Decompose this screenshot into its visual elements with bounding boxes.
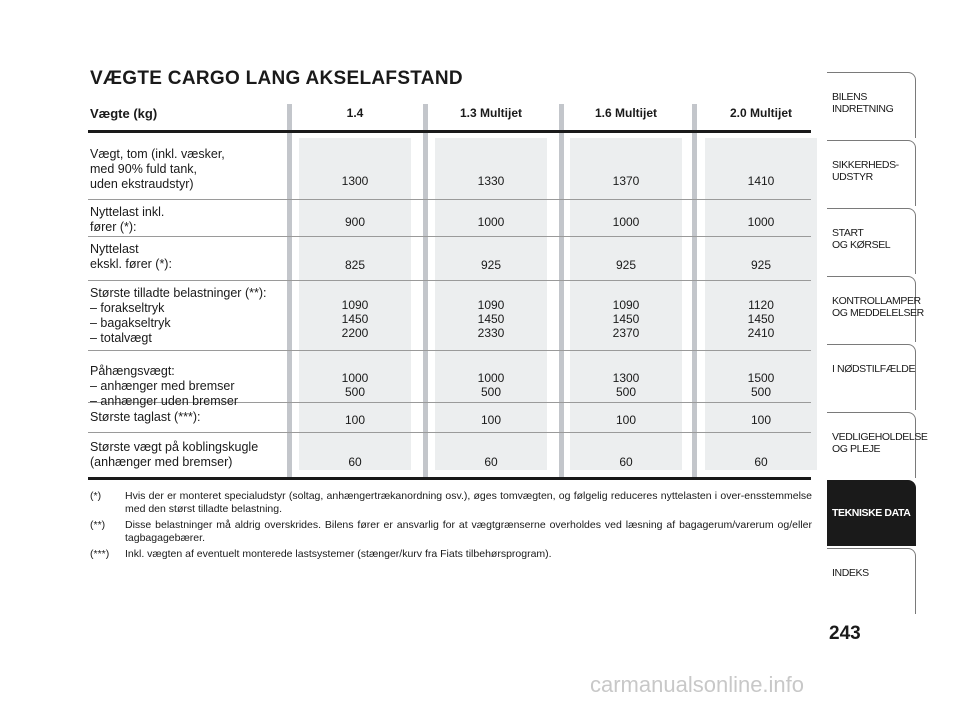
footnote	[90, 548, 812, 561]
column-separator	[287, 104, 292, 480]
column-separator	[559, 104, 564, 480]
column-header: 2.0 Multijet	[729, 106, 792, 120]
chapter-tab[interactable]: VEDLIGEHOLDELSE OG PLEJE	[827, 412, 916, 478]
table-cell: 1330	[477, 174, 505, 188]
column-header: 1.4	[346, 106, 364, 120]
footnote-text: Inkl. vægten af eventuelt monterede lastsystemer (stænger/kurv fra Fiats tilbehørsprogram).	[125, 548, 552, 560]
table-cell: 1000	[612, 215, 640, 229]
footnote-mark: (**)	[90, 519, 106, 531]
watermark: carmanualsonline.info	[590, 672, 805, 697]
row-divider	[88, 280, 811, 281]
table-cell: 60	[348, 455, 362, 469]
column-separator	[692, 104, 697, 480]
chapter-tab[interactable]: KONTROLLAMPER OG MEDDELELSER	[827, 276, 916, 342]
table-cell: 60	[484, 455, 498, 469]
column-header: 1.6 Multijet	[594, 106, 657, 120]
table-cell: 1370	[612, 174, 640, 188]
table-cell: 1500 500	[747, 371, 775, 399]
row-divider	[88, 432, 811, 433]
table-label-header: Vægte (kg)	[90, 106, 158, 121]
page-number: 243	[829, 623, 861, 644]
table-cell: 1000 500	[341, 371, 369, 399]
table-cell: 1120 1450 2410	[747, 298, 775, 340]
table-cell: 925	[615, 258, 637, 272]
footnote-mark: (***)	[90, 548, 110, 560]
table-cell: 1000	[477, 215, 505, 229]
row-divider	[88, 236, 811, 237]
table-cell: 1090 1450 2370	[612, 298, 640, 340]
chapter-tab[interactable]: BILENS INDRETNING	[827, 72, 916, 138]
table-cell: 1000	[747, 215, 775, 229]
row-label: Påhængsvægt: – anhænger med bremser – anhænger uden bremser	[90, 364, 239, 408]
table-cell: 1410	[747, 174, 775, 188]
row-label: Nyttelast ekskl. fører (*):	[90, 242, 172, 271]
column-header: 1.3 Multijet	[459, 106, 522, 120]
table-rule	[88, 477, 811, 480]
footnote	[90, 490, 812, 516]
row-label: Nyttelast inkl. fører (*):	[90, 205, 165, 234]
footnote-text: Disse belastninger må aldrig overskrides. Bilens fører er ansvarlig for at vægtgrænserne overholdes ved læsning af bagagerum/varerum og/eller tagbagagebærer.	[125, 519, 812, 544]
table-cell: 1090 1450 2200	[341, 298, 369, 340]
row-label: Største taglast (***):	[90, 410, 201, 424]
table-cell: 100	[750, 413, 772, 427]
table-cell: 1000 500	[477, 371, 505, 399]
chapter-tab[interactable]: I NØDSTILFÆLDE	[827, 344, 916, 410]
table-cell: 100	[480, 413, 502, 427]
chapter-tab[interactable]: START OG KØRSEL	[827, 208, 916, 274]
table-cell: 60	[619, 455, 633, 469]
table-cell: 1300 500	[612, 371, 640, 399]
footnotes	[90, 490, 812, 564]
row-divider	[88, 350, 811, 351]
footnote-text: Hvis der er monteret specialudstyr (soltag, anhængertrækanordning osv.), øges tomvægten, og følgelig reduceres nyttelasten i over-ensstemmelse med den størst tilladte belastning.	[125, 490, 812, 515]
footnote-mark: (*)	[90, 490, 102, 502]
footnote	[90, 519, 812, 545]
chapter-tab[interactable]: SIKKERHEDS- UDSTYR	[827, 140, 916, 206]
table-cell: 60	[754, 455, 768, 469]
table-cell: 925	[750, 258, 772, 272]
table-rule	[88, 130, 811, 133]
table-cell: 900	[344, 215, 366, 229]
table-cell: 825	[344, 258, 366, 272]
row-label: Største vægt på koblingskugle (anhænger med bremser)	[90, 440, 259, 469]
table-cell: 925	[480, 258, 502, 272]
row-divider	[88, 199, 811, 200]
page-title: VÆGTE CARGO LANG AKSELAFSTAND	[90, 68, 463, 89]
row-label: Største tilladte belastninger (**): – forakseltryk – bagakseltryk – totalvægt	[90, 286, 267, 345]
table-cell: 100	[344, 413, 366, 427]
chapter-tab[interactable]: TEKNISKE DATA	[827, 480, 916, 546]
column-separator	[423, 104, 428, 480]
chapter-tab[interactable]: INDEKS	[827, 548, 916, 614]
table-cell: 100	[615, 413, 637, 427]
table-cell: 1300	[341, 174, 369, 188]
table-cell: 1090 1450 2330	[477, 298, 505, 340]
row-label: Vægt, tom (inkl. væsker, med 90% fuld tank, uden ekstraudstyr)	[90, 147, 225, 191]
